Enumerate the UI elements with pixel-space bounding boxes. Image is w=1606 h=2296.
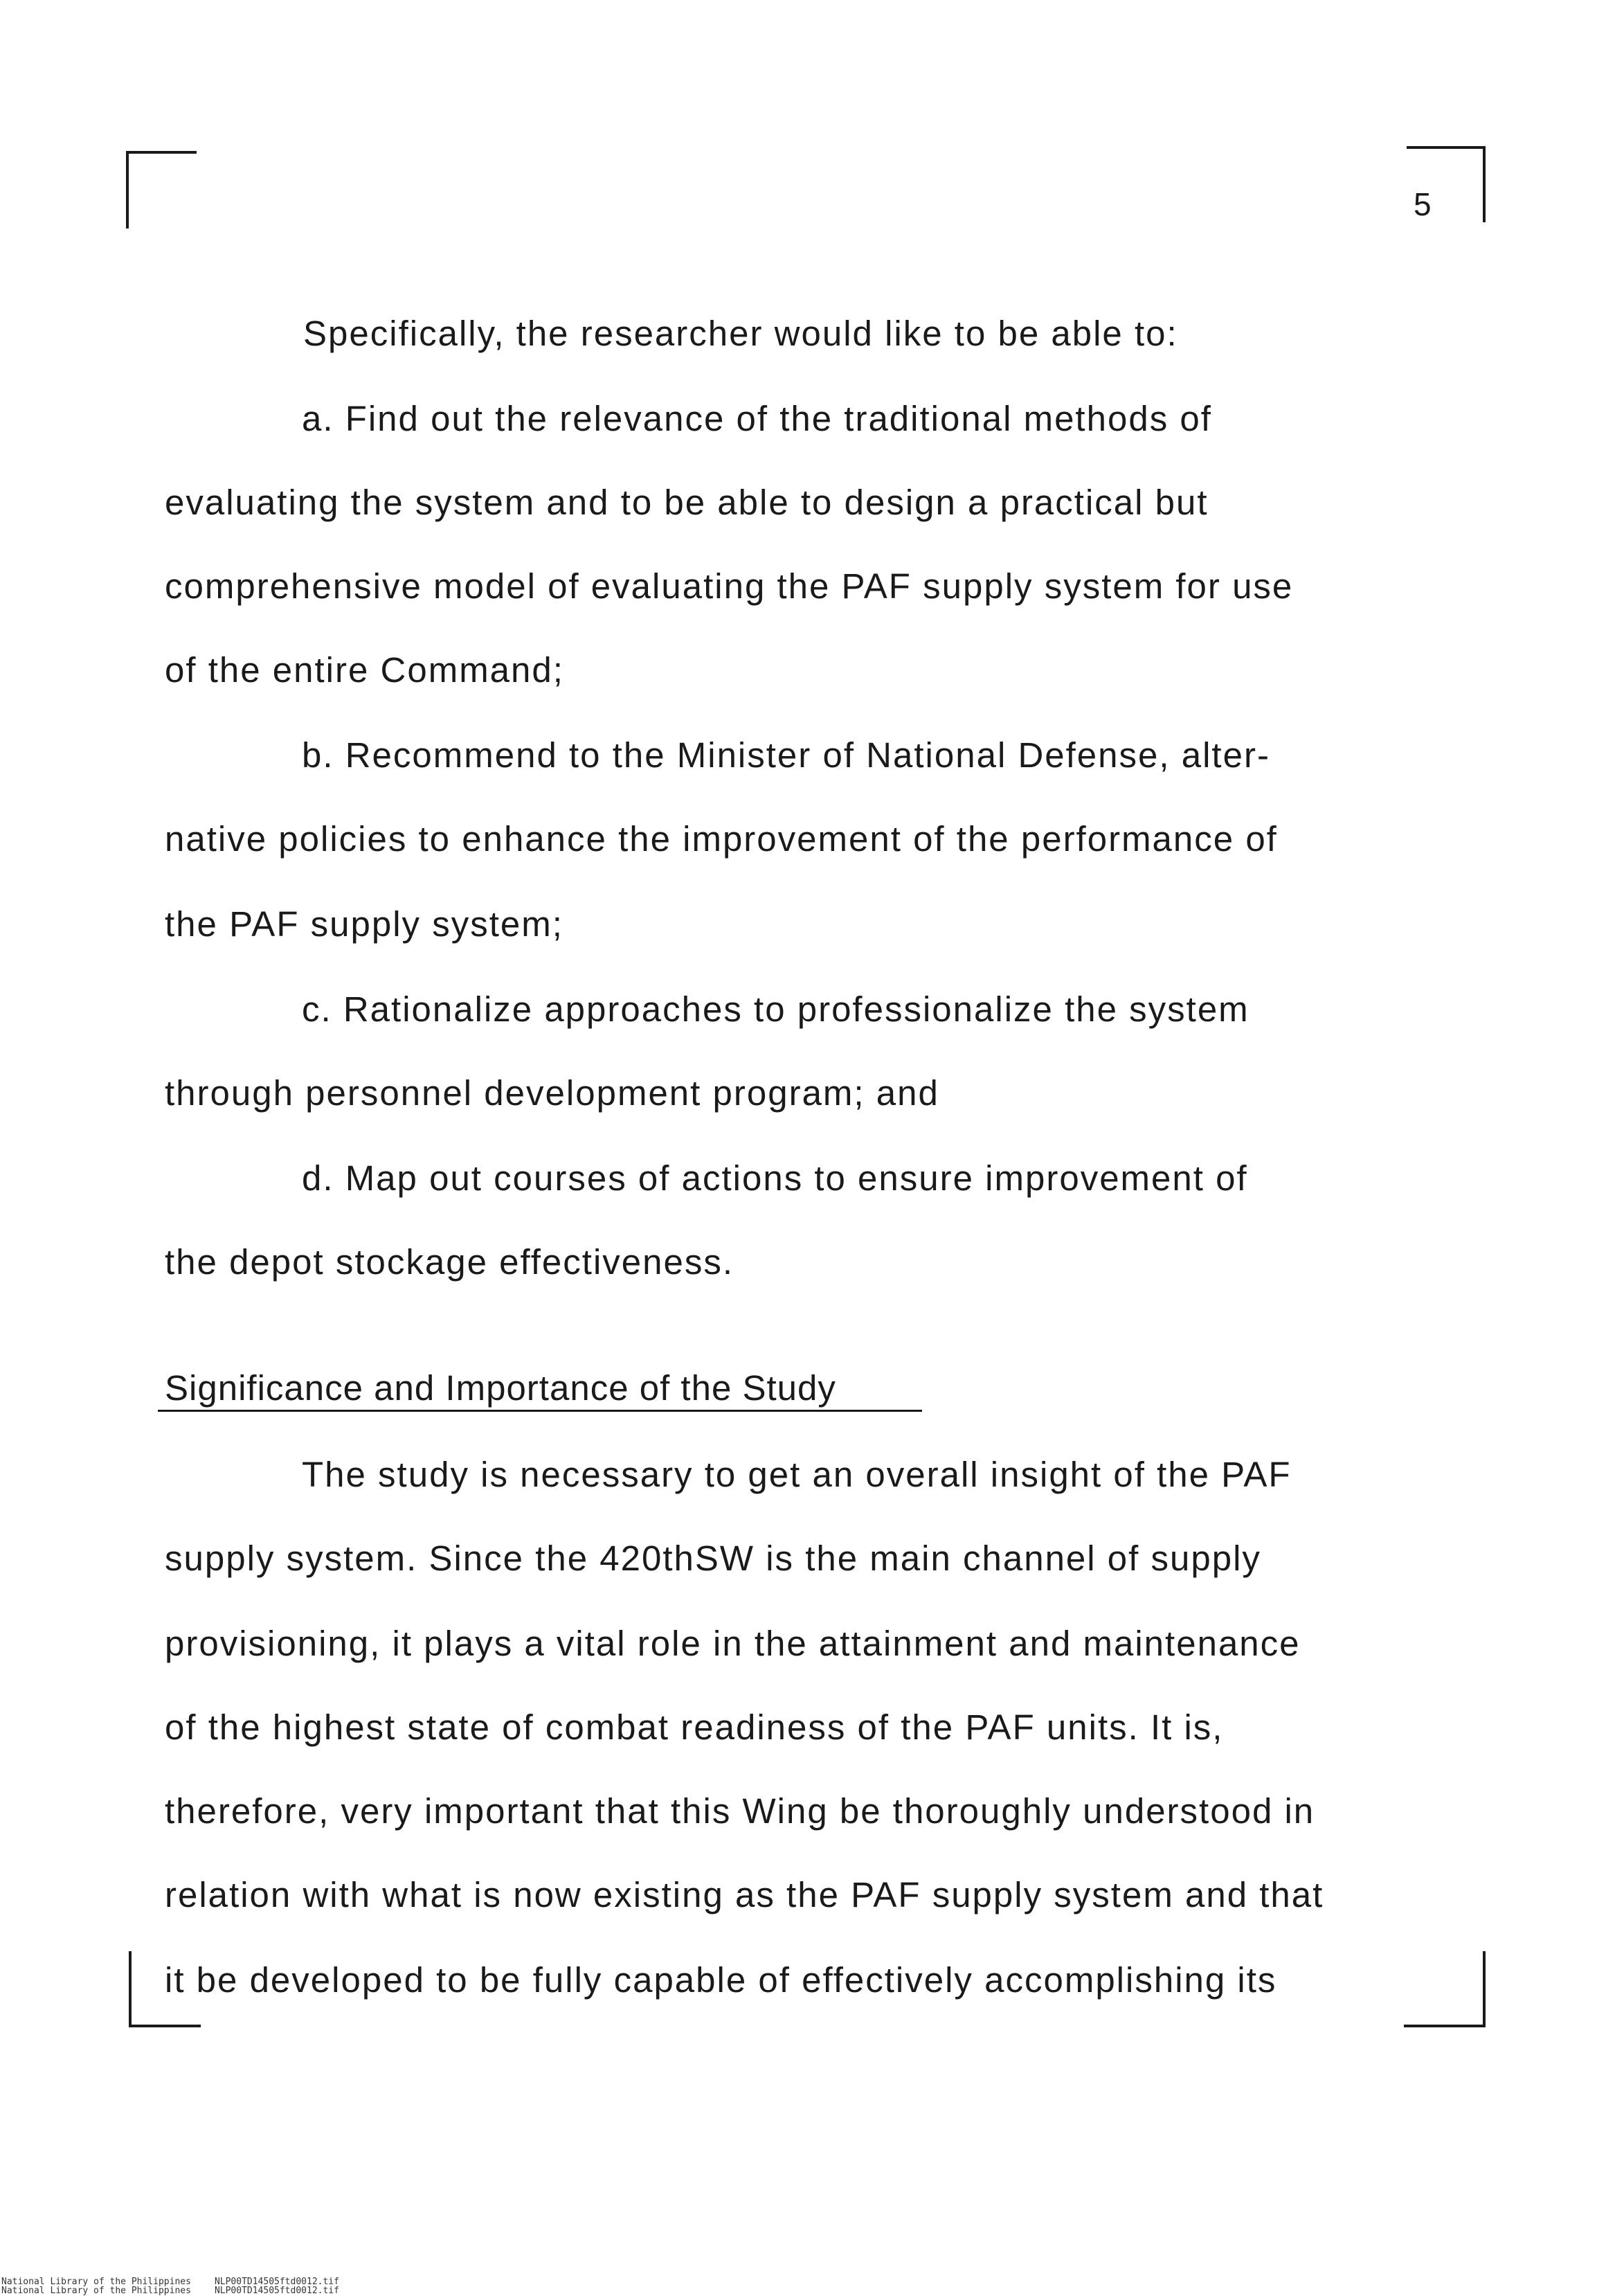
crop-mark-bottom-right-v — [1483, 1951, 1486, 2027]
text-line: c. Rationalize approaches to professionalize the system — [302, 989, 1249, 1029]
text-line: it be developed to be fully capable of effectively accomplishing its — [165, 1960, 1277, 2000]
text-line: a. Find out the relevance of the traditional methods of — [302, 399, 1212, 438]
footer-file: NLP00TD14505ftd0012.tif — [214, 2286, 339, 2296]
crop-mark-top-left-v — [126, 151, 129, 228]
heading-underline — [158, 1410, 922, 1412]
text-line: d. Map out courses of actions to ensure improvement of — [302, 1158, 1248, 1198]
objectives-intro: Specifically, the researcher would like to be able to: — [303, 314, 1178, 353]
section-heading: Significance and Importance of the Study — [165, 1368, 836, 1408]
text-line: of the entire Command; — [165, 650, 564, 690]
text-line: of the highest state of combat readiness of the PAF units. It is, — [165, 1707, 1224, 1747]
text-line: The study is necessary to get an overall insight of the PAF — [302, 1455, 1292, 1494]
text-line: supply system. Since the 420thSW is the main channel of supply — [165, 1539, 1261, 1578]
crop-mark-bottom-left-v — [129, 1951, 132, 2027]
crop-mark-top-right-v — [1483, 146, 1486, 222]
text-line: therefore, very important that this Wing be thoroughly understood in — [165, 1791, 1315, 1831]
crop-mark-bottom-right-h — [1404, 2025, 1486, 2027]
text-line: evaluating the system and to be able to design a practical but — [165, 483, 1209, 522]
text-line: the PAF supply system; — [165, 904, 563, 944]
text-line: provisioning, it plays a vital role in the attainment and maintenance — [165, 1624, 1301, 1663]
text-line: comprehensive model of evaluating the PAF supply system for use — [165, 566, 1294, 606]
text-line: relation with what is now existing as the PAF supply system and that — [165, 1875, 1324, 1914]
text-line: the depot stockage effectiveness. — [165, 1242, 734, 1282]
crop-mark-bottom-left-h — [129, 2025, 201, 2027]
footer-library: National Library of the Philippines — [1, 2277, 191, 2287]
text-line: through personnel development program; and — [165, 1073, 939, 1113]
scan-footer-line — [1, 2286, 363, 2296]
crop-mark-top-left-h — [126, 151, 197, 154]
footer-file: NLP00TD14505ftd0012.tif — [214, 2277, 339, 2287]
crop-mark-top-right-h — [1407, 146, 1486, 149]
page-number: 5 — [1414, 186, 1432, 222]
text-line: native policies to enhance the improvement of the performance of — [165, 819, 1278, 859]
footer-library: National Library of the Philippines — [1, 2286, 191, 2296]
text-line: b. Recommend to the Minister of National Defense, alter- — [302, 735, 1270, 775]
